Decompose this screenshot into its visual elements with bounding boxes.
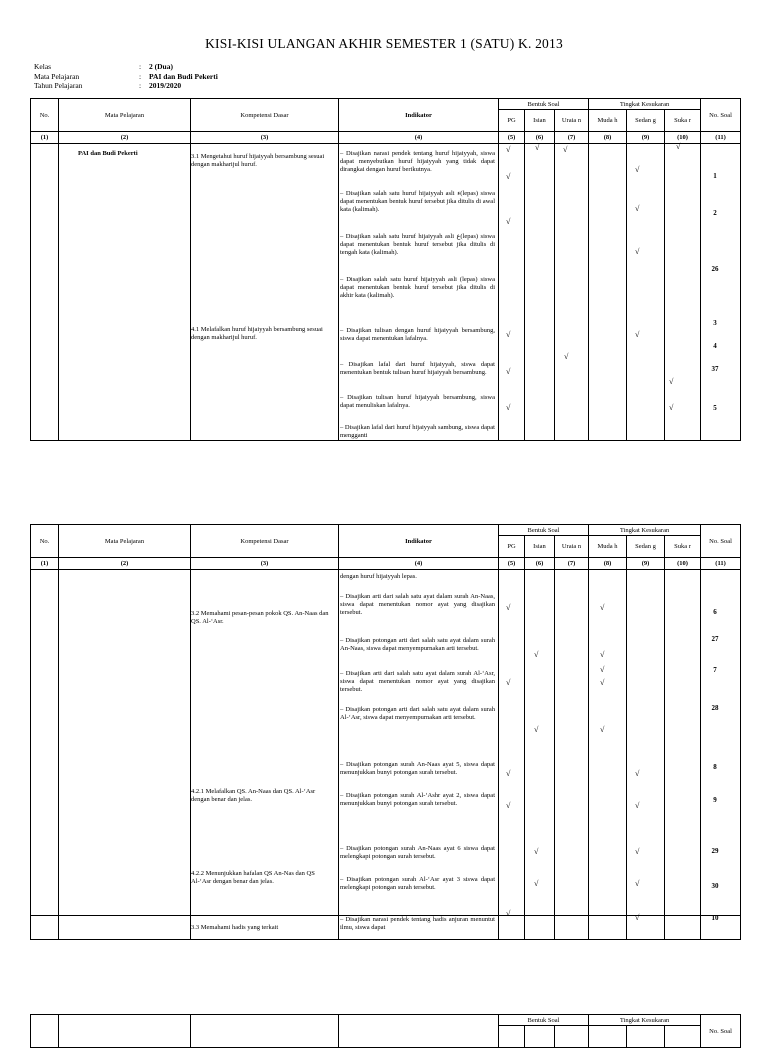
indikator-item: – Disajikan salah satu huruf hijaiyyah asli ﺀ(lepas) siswa dapat menentukan bentuk huruf tersebut jika ditulis di awal kata (kalimah). (340, 190, 495, 213)
check-mark: √ (635, 847, 640, 856)
check-mark: √ (506, 145, 511, 154)
soal-number: 29 (711, 847, 719, 855)
check-mark: √ (635, 913, 640, 922)
kd-text: 3.3 Memahami hadis yang terkait (191, 924, 279, 931)
soal-number: 37 (711, 365, 719, 373)
indikator-item: – Disajikan narasi pendek tentang hadis anjuran menuntut ilmu, siswa dapat (340, 916, 495, 931)
check-mark: √ (506, 678, 511, 687)
check-mark: √ (506, 801, 511, 810)
header-bentuk-soal: Bentuk Soal (499, 99, 589, 110)
col-num: (2) (59, 558, 191, 570)
header-kd: Kompetensi Dasar (191, 525, 339, 558)
kisi-table-page-1 (30, 98, 740, 441)
col-num: (9) (627, 132, 665, 144)
soal-number: 1 (713, 172, 717, 180)
soal-number: 9 (713, 796, 717, 804)
soal-number: 26 (711, 265, 719, 273)
kd-text: 4.2.1 Melafalkan QS. An-Naas dan QS. Al-‘Asr dengan benar dan jelas. (191, 788, 316, 803)
soal-number: 6 (713, 608, 717, 616)
check-mark: √ (506, 403, 511, 412)
indikator-item: – Disajikan tulisan dengan huruf hijaiyyah bersambung, siswa dapat menentukan lafalnya. (340, 327, 495, 342)
header-no-soal: No. Soal (701, 99, 741, 132)
header-no-soal: No. Soal (701, 1015, 741, 1048)
header-pg: PG (499, 110, 525, 132)
meta-value: PAI dan Budi Pekerti (149, 71, 218, 81)
meta-row-tahun: Tahun Pelajaran : 2019/2020 (34, 81, 182, 91)
soal-number: 28 (711, 704, 719, 712)
kisi-table-page-2 (30, 524, 740, 940)
check-mark: √ (600, 725, 605, 734)
header-mudah: Muda h (589, 110, 627, 132)
meta-value: 2 (Dua) (149, 62, 173, 71)
soal-number: 7 (713, 666, 717, 674)
kisi-table-page-3 (30, 1014, 740, 1048)
header-tingkat: Tingkat Kesukaran (589, 525, 701, 536)
check-mark: √ (635, 247, 640, 256)
header-sedang: Sedan g (627, 110, 665, 132)
check-mark: √ (635, 204, 640, 213)
col-num: (9) (627, 558, 665, 570)
header-sedang: Sedan g (627, 536, 665, 558)
soal-number: 30 (711, 882, 719, 890)
check-mark: √ (669, 377, 674, 386)
check-mark: √ (534, 847, 539, 856)
header-pg: PG (499, 536, 525, 558)
col-num: (4) (339, 132, 499, 144)
header-indikator: Indikator (339, 525, 499, 558)
check-mark: √ (635, 801, 640, 810)
check-mark: √ (506, 909, 511, 918)
col-num: (2) (59, 132, 191, 144)
check-mark: √ (635, 330, 640, 339)
check-mark: √ (563, 145, 568, 154)
col-num: (5) (499, 558, 525, 570)
check-mark: √ (600, 678, 605, 687)
col-num: (5) (499, 132, 525, 144)
mapel-cell: PAI dan Budi Pekerti (78, 150, 138, 157)
col-num: (11) (701, 132, 741, 144)
header-no: No. (31, 525, 59, 558)
check-mark: √ (635, 879, 640, 888)
indikator-item: – Disajikan potongan surah An-Naas ayat 5, siswa dapat menunjukkan bunyi potongan surah tersebut. (340, 761, 495, 776)
soal-number: 10 (711, 914, 719, 922)
col-num: (11) (701, 558, 741, 570)
soal-number: 8 (713, 763, 717, 771)
meta-label: Kelas (34, 62, 52, 71)
indikator-item: – Disajikan potongan surah An-Naas ayat 6 siswa dapat melengkapi potongan surah tersebut. (340, 845, 495, 860)
check-mark: √ (669, 403, 674, 412)
header-tingkat: Tingkat Kesukaran (589, 99, 701, 110)
col-num: (7) (555, 132, 589, 144)
check-mark: √ (676, 142, 681, 151)
check-mark: √ (506, 217, 511, 226)
document-meta (34, 62, 218, 91)
check-mark: √ (600, 603, 605, 612)
header-mapel: Mata Pelajaran (59, 525, 191, 558)
col-num: (3) (191, 132, 339, 144)
header-uraian: Uraia n (555, 110, 589, 132)
meta-value: 2019/2020 (149, 81, 182, 91)
check-mark: √ (506, 769, 511, 778)
soal-number: 2 (713, 209, 717, 217)
check-mark: √ (635, 769, 640, 778)
meta-row-kelas: Kelas : 2 (Dua) (34, 62, 173, 71)
soal-number: 27 (711, 635, 719, 643)
kd-text: 4.1 Melafalkan huruf hijaiyyah bersambung sesuai dengan makharijul huruf. (191, 326, 323, 341)
soal-number: 3 (713, 319, 717, 327)
header-indikator: Indikator (339, 99, 499, 132)
check-mark: √ (534, 725, 539, 734)
indikator-item: – Disajikan potongan arti dari salah satu ayat dalam surah Al-‘Asr, siswa dapat menyempurnakan arti tersebut. (340, 706, 495, 721)
col-num: (8) (589, 132, 627, 144)
soal-number: 5 (713, 404, 717, 412)
header-sukar: Suka r (665, 536, 701, 558)
header-kd: Kompetensi Dasar (191, 99, 339, 132)
header-uraian: Uraia n (555, 536, 589, 558)
indikator-item: – Disajikan potongan surah Al-‘Ashr ayat 2, siswa dapat menunjukkan bunyi potongan surah tersebut. (340, 792, 495, 807)
col-num: (3) (191, 558, 339, 570)
col-num: (6) (525, 558, 555, 570)
indikator-item: – Disajikan potongan surah Al-‘Asr ayat 3 siswa dapat melengkapi potongan surah tersebut. (340, 876, 495, 891)
check-mark: √ (506, 330, 511, 339)
col-num: (10) (665, 132, 701, 144)
check-mark: √ (534, 879, 539, 888)
indikator-item: – Disajikan lafal dari huruf hijaiyyah, siswa dapat menentukan bentuk tulisan huruf hijaiyyah bersambung. (340, 361, 495, 376)
check-mark: √ (506, 603, 511, 612)
indikator-item: – Disajikan salah satu huruf hijaiyyah asli (lepas) siswa dapat menentukan bentuk huruf tersebut jika ditulis di akhir kata (kalimah). (340, 276, 495, 299)
check-mark: √ (635, 165, 640, 174)
header-mapel: Mata Pelajaran (59, 99, 191, 132)
col-num: (4) (339, 558, 499, 570)
document-title: KISI-KISI ULANGAN AKHIR SEMESTER 1 (SATU) K. 2013 (205, 36, 563, 51)
col-num: (1) (31, 132, 59, 144)
header-isian: Isian (525, 536, 555, 558)
check-mark: √ (564, 352, 569, 361)
col-num: (6) (525, 132, 555, 144)
header-tingkat: Tingkat Kesukaran (589, 1015, 701, 1026)
kd-text: 3.2 Memahami pesan-pesan pokok QS. An-Naas dan QS. Al-‘Asr. (191, 610, 329, 625)
indikator-item: – Disajikan potongan arti dari salah satu ayat dalam surah An-Naas, siswa dapat menyempurnakan arti tersebut. (340, 637, 495, 652)
check-mark: √ (506, 367, 511, 376)
header-no: No. (31, 99, 59, 132)
col-num: (7) (555, 558, 589, 570)
check-mark: √ (506, 172, 511, 181)
soal-number: 4 (713, 342, 717, 350)
check-mark: √ (534, 650, 539, 659)
indikator-item: dengan huruf hijaiyyah lepas. (340, 573, 417, 580)
col-num: (1) (31, 558, 59, 570)
header-no-soal: No. Soal (701, 525, 741, 558)
check-mark: √ (600, 650, 605, 659)
kd-text: 3.1 Mengetahui huruf hijaiyyah bersambung sesuai dengan makharijul huruf. (191, 153, 325, 168)
header-isian: Isian (525, 110, 555, 132)
meta-label: Mata Pelajaran (34, 71, 80, 81)
header-mudah: Muda h (589, 536, 627, 558)
indikator-item: – Disajikan arti dari salah satu ayat dalam surah Al-‘Asr, siswa dapat menentukan nomor ayat yang disajikan tersebut. (340, 670, 495, 693)
meta-label: Tahun Pelajaran (34, 81, 83, 91)
check-mark: √ (535, 143, 540, 152)
col-num: (8) (589, 558, 627, 570)
header-bentuk-soal: Bentuk Soal (499, 525, 589, 536)
meta-row-mapel: Mata Pelajaran : PAI dan Budi Pekerti (34, 71, 218, 81)
indikator-item: – Disajikan lafal dari huruf hijaiyyah sambung, siswa dapat mengganti (340, 424, 495, 439)
header-bentuk-soal: Bentuk Soal (499, 1015, 589, 1026)
indikator-item: – Disajikan tulisan huruf hijaiyyah bersambung, siswa dapat menuliskan lafalnya. (340, 394, 495, 409)
kd-text: 4.2.2 Menunjukkan hafalan QS An-Nas dan QS Al-‘Asr dengan benar dan jelas. (191, 870, 315, 885)
check-mark: √ (600, 665, 605, 674)
indikator-item: – Disajikan narasi pendek tentang huruf hijaiyyah, siswa dapat menyebutkan huruf hijaiyyah yang tidak dapat dirangkai dengan huruf berikutnya. (340, 150, 495, 173)
header-sukar: Suka r (665, 110, 701, 132)
indikator-item: – Disajikan arti dari salah satu ayat dalam surah An-Naas, siswa dapat menentukan nomor ayat yang disajikan tersebut. (340, 593, 495, 616)
col-num: (10) (665, 558, 701, 570)
indikator-item: – Disajikan salah satu huruf hijaiyyah asli ﻉ(lepas) siswa dapat menentukan bentuk huruf tersebut jika ditulis di tengah kata (kalimah). (340, 233, 495, 256)
